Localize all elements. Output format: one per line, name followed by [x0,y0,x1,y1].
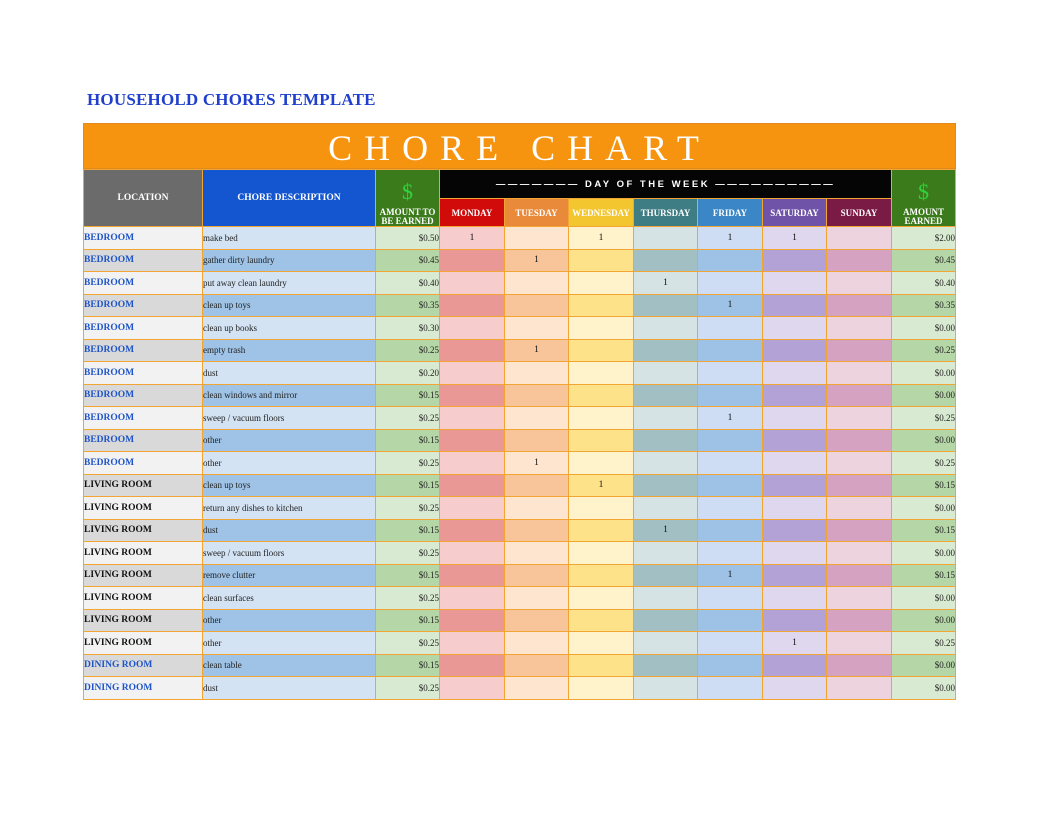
day-cell-friday[interactable] [698,249,763,272]
day-cell-saturday[interactable]: 1 [763,632,827,655]
day-cell-thursday[interactable]: 1 [634,272,698,295]
day-cell-wednesday[interactable] [569,654,634,677]
day-cell-monday[interactable] [440,384,505,407]
day-cell-wednesday[interactable] [569,452,634,475]
day-cell-thursday[interactable] [634,384,698,407]
day-cell-wednesday[interactable] [569,609,634,632]
day-cell-wednesday[interactable] [569,632,634,655]
chore-description-cell[interactable]: other [203,632,376,655]
amount-to-be-earned-cell[interactable]: $0.50 [376,227,440,250]
amount-to-be-earned-cell[interactable]: $0.15 [376,609,440,632]
day-cell-tuesday[interactable] [505,497,569,520]
chore-description-cell[interactable]: remove clutter [203,564,376,587]
chore-description-cell[interactable]: gather dirty laundry [203,249,376,272]
amount-earned-cell[interactable]: $0.00 [892,677,956,700]
day-cell-sunday[interactable] [827,564,892,587]
day-cell-sunday[interactable] [827,384,892,407]
day-cell-tuesday[interactable] [505,654,569,677]
day-cell-wednesday[interactable] [569,519,634,542]
day-cell-tuesday[interactable] [505,294,569,317]
amount-to-be-earned-cell[interactable]: $0.40 [376,272,440,295]
day-cell-wednesday[interactable] [569,317,634,340]
day-cell-thursday[interactable] [634,429,698,452]
day-cell-wednesday[interactable] [569,677,634,700]
day-cell-saturday[interactable] [763,654,827,677]
day-cell-sunday[interactable] [827,654,892,677]
table-row [84,227,956,250]
day-cell-thursday[interactable] [634,677,698,700]
chore-description-cell[interactable]: return any dishes to kitchen [203,497,376,520]
day-cell-wednesday[interactable] [569,339,634,362]
day-cell-monday[interactable] [440,452,505,475]
day-cell-friday[interactable]: 1 [698,407,763,430]
day-cell-tuesday[interactable] [505,564,569,587]
day-cell-saturday[interactable] [763,519,827,542]
day-cell-thursday[interactable] [634,317,698,340]
location-cell[interactable]: BEDROOM [84,272,203,295]
location-cell[interactable]: BEDROOM [84,362,203,385]
chore-description-cell[interactable]: clean windows and mirror [203,384,376,407]
table-row [84,272,956,295]
amount-earned-cell[interactable]: $0.00 [892,384,956,407]
amount-to-be-earned-cell[interactable]: $0.25 [376,497,440,520]
chore-description-cell[interactable]: dust [203,519,376,542]
location-cell[interactable]: BEDROOM [84,407,203,430]
day-cell-tuesday[interactable]: 1 [505,249,569,272]
day-cell-sunday[interactable] [827,362,892,385]
chore-description-cell[interactable]: clean up books [203,317,376,340]
amount-to-be-earned-cell[interactable]: $0.25 [376,452,440,475]
day-cell-friday[interactable] [698,317,763,340]
day-cell-sunday[interactable] [827,429,892,452]
day-cell-tuesday[interactable] [505,272,569,295]
amount-to-be-earned-cell[interactable]: $0.30 [376,317,440,340]
table-row [84,339,956,362]
day-cell-thursday[interactable] [634,227,698,250]
day-cell-saturday[interactable] [763,677,827,700]
day-cell-saturday[interactable] [763,362,827,385]
amount-to-be-earned-cell[interactable]: $0.45 [376,249,440,272]
chore-description-cell[interactable]: sweep / vacuum floors [203,542,376,565]
day-cell-tuesday[interactable] [505,587,569,610]
location-cell[interactable]: DINING ROOM [84,677,203,700]
location-cell[interactable]: BEDROOM [84,384,203,407]
table-row [84,249,956,272]
day-header-sunday[interactable]: SUNDAY [827,199,892,227]
day-header-saturday[interactable]: SATURDAY [763,199,827,227]
day-cell-saturday[interactable] [763,294,827,317]
day-cell-thursday[interactable] [634,497,698,520]
day-cell-wednesday[interactable] [569,497,634,520]
table-row [84,609,956,632]
amount-earned-cell[interactable]: $0.00 [892,654,956,677]
day-cell-friday[interactable] [698,452,763,475]
day-cell-saturday[interactable] [763,452,827,475]
chore-description-cell[interactable]: clean up toys [203,474,376,497]
day-cell-sunday[interactable] [827,227,892,250]
table-row [84,317,956,340]
amount-earned-cell[interactable]: $0.00 [892,317,956,340]
location-cell[interactable]: LIVING ROOM [84,497,203,520]
day-cell-friday[interactable] [698,362,763,385]
day-cell-saturday[interactable] [763,542,827,565]
amount-earned-cell[interactable]: $2.00 [892,227,956,250]
day-cell-thursday[interactable] [634,407,698,430]
day-cell-friday[interactable] [698,384,763,407]
location-cell[interactable]: BEDROOM [84,227,203,250]
table-row [84,542,956,565]
amount-earned-cell[interactable]: $0.00 [892,362,956,385]
day-cell-monday[interactable] [440,272,505,295]
day-cell-sunday[interactable] [827,317,892,340]
day-cell-tuesday[interactable] [505,542,569,565]
day-cell-tuesday[interactable]: 1 [505,339,569,362]
amount-earned-cell[interactable]: $0.15 [892,519,956,542]
location-cell[interactable]: LIVING ROOM [84,632,203,655]
day-cell-tuesday[interactable] [505,407,569,430]
day-cell-thursday[interactable] [634,564,698,587]
day-cell-tuesday[interactable] [505,609,569,632]
location-cell[interactable]: LIVING ROOM [84,609,203,632]
amount-to-be-earned-cell[interactable]: $0.25 [376,407,440,430]
table-row [84,519,956,542]
day-cell-monday[interactable] [440,362,505,385]
day-cell-thursday[interactable] [634,362,698,385]
amount-earned-cell[interactable]: $0.45 [892,249,956,272]
day-cell-thursday[interactable] [634,474,698,497]
location-cell[interactable]: BEDROOM [84,339,203,362]
amount-to-be-earned-cell[interactable]: $0.25 [376,632,440,655]
amount-earned-cell[interactable]: $0.00 [892,587,956,610]
day-cell-monday[interactable] [440,542,505,565]
chart-banner: CHORE CHART [83,123,956,169]
table-row [84,587,956,610]
location-cell[interactable]: LIVING ROOM [84,542,203,565]
day-cell-monday[interactable] [440,654,505,677]
location-cell[interactable]: DINING ROOM [84,654,203,677]
day-cell-sunday[interactable] [827,407,892,430]
chore-description-header[interactable]: CHORE DESCRIPTION [203,170,376,227]
day-cell-tuesday[interactable] [505,317,569,340]
day-cell-friday[interactable] [698,542,763,565]
day-cell-sunday[interactable] [827,609,892,632]
day-header-friday[interactable]: FRIDAY [698,199,763,227]
day-cell-tuesday[interactable] [505,632,569,655]
location-cell[interactable]: BEDROOM [84,452,203,475]
day-cell-tuesday[interactable] [505,384,569,407]
chore-description-cell[interactable]: empty trash [203,339,376,362]
amount-earned-cell[interactable]: $0.15 [892,564,956,587]
amount-earned-cell[interactable]: $0.15 [892,474,956,497]
page-title: HOUSEHOLD CHORES TEMPLATE [87,90,376,109]
amount-to-be-earned-cell[interactable]: $0.25 [376,677,440,700]
dollar-icon: $ [918,179,930,204]
location-cell[interactable]: LIVING ROOM [84,474,203,497]
day-of-week-header[interactable]: ——————— DAY OF THE WEEK —————————— [440,170,892,199]
day-cell-wednesday[interactable]: 1 [569,474,634,497]
day-cell-wednesday[interactable] [569,429,634,452]
location-cell[interactable]: LIVING ROOM [84,587,203,610]
day-cell-wednesday[interactable] [569,272,634,295]
day-cell-wednesday[interactable] [569,384,634,407]
table-row [84,429,956,452]
day-cell-saturday[interactable]: 1 [763,227,827,250]
day-cell-wednesday[interactable] [569,587,634,610]
day-cell-wednesday[interactable] [569,564,634,587]
day-header-tuesday[interactable]: TUESDAY [505,199,569,227]
day-cell-sunday[interactable] [827,474,892,497]
location-cell[interactable]: BEDROOM [84,249,203,272]
day-cell-tuesday[interactable] [505,519,569,542]
location-header[interactable]: LOCATION [84,170,203,227]
day-cell-saturday[interactable] [763,609,827,632]
day-cell-monday[interactable] [440,587,505,610]
chore-description-cell[interactable]: sweep / vacuum floors [203,407,376,430]
day-cell-friday[interactable] [698,519,763,542]
day-cell-thursday[interactable] [634,587,698,610]
location-cell[interactable]: BEDROOM [84,294,203,317]
day-cell-friday[interactable] [698,587,763,610]
chore-chart-sheet [83,123,956,700]
day-cell-thursday[interactable] [634,339,698,362]
day-cell-sunday[interactable] [827,294,892,317]
day-cell-tuesday[interactable]: 1 [505,452,569,475]
day-cell-thursday[interactable]: 1 [634,519,698,542]
amount-earned-cell[interactable]: $0.25 [892,452,956,475]
table-row [84,564,956,587]
table-row [84,632,956,655]
day-cell-thursday[interactable] [634,249,698,272]
day-cell-sunday[interactable] [827,587,892,610]
table-row [84,294,956,317]
amount-to-be-earned-cell[interactable]: $0.15 [376,519,440,542]
day-cell-saturday[interactable] [763,384,827,407]
day-cell-sunday[interactable] [827,272,892,295]
amount-earned-cell[interactable]: $0.25 [892,339,956,362]
day-cell-sunday[interactable] [827,542,892,565]
day-cell-tuesday[interactable] [505,362,569,385]
day-cell-monday[interactable] [440,249,505,272]
day-cell-monday[interactable] [440,564,505,587]
amount-earned-cell[interactable]: $0.00 [892,542,956,565]
day-cell-thursday[interactable] [634,609,698,632]
day-cell-saturday[interactable] [763,497,827,520]
day-cell-sunday[interactable] [827,632,892,655]
day-cell-thursday[interactable] [634,632,698,655]
day-cell-saturday[interactable] [763,339,827,362]
amount-to-be-earned-cell[interactable]: $0.25 [376,339,440,362]
day-cell-saturday[interactable] [763,272,827,295]
amount-earned-cell[interactable]: $0.35 [892,294,956,317]
table-row [84,407,956,430]
amount-earned-header[interactable] [892,170,956,227]
day-cell-thursday[interactable] [634,294,698,317]
chore-description-cell[interactable]: clean up toys [203,294,376,317]
amount-to-be-earned-label: AMOUNT TO BE EARNED [379,207,436,226]
chore-description-cell[interactable]: clean table [203,654,376,677]
day-cell-monday[interactable] [440,519,505,542]
day-cell-friday[interactable] [698,339,763,362]
amount-earned-cell[interactable]: $0.00 [892,429,956,452]
day-header-thursday[interactable]: THURSDAY [634,199,698,227]
amount-earned-cell[interactable]: $0.00 [892,609,956,632]
day-cell-wednesday[interactable] [569,362,634,385]
amount-to-be-earned-cell[interactable]: $0.15 [376,384,440,407]
table-row [84,384,956,407]
day-cell-friday[interactable] [698,677,763,700]
day-cell-sunday[interactable] [827,339,892,362]
chore-description-cell[interactable]: dust [203,677,376,700]
day-cell-monday[interactable] [440,497,505,520]
table-row [84,474,956,497]
location-cell[interactable]: LIVING ROOM [84,564,203,587]
day-cell-monday[interactable] [440,294,505,317]
amount-earned-cell[interactable]: $0.00 [892,497,956,520]
chore-description-cell[interactable]: put away clean laundry [203,272,376,295]
day-cell-friday[interactable] [698,272,763,295]
amount-earned-cell[interactable]: $0.25 [892,632,956,655]
day-cell-friday[interactable] [698,654,763,677]
day-cell-monday[interactable] [440,677,505,700]
day-cell-monday[interactable] [440,474,505,497]
day-cell-monday[interactable] [440,632,505,655]
day-cell-wednesday[interactable] [569,542,634,565]
day-cell-sunday[interactable] [827,452,892,475]
day-cell-saturday[interactable] [763,474,827,497]
day-cell-monday[interactable] [440,317,505,340]
day-cell-wednesday[interactable] [569,294,634,317]
chore-description-cell[interactable]: dust [203,362,376,385]
day-cell-thursday[interactable] [634,452,698,475]
day-cell-tuesday[interactable] [505,677,569,700]
day-cell-saturday[interactable] [763,317,827,340]
day-cell-friday[interactable] [698,609,763,632]
location-cell[interactable]: LIVING ROOM [84,519,203,542]
amount-to-be-earned-cell[interactable]: $0.35 [376,294,440,317]
day-cell-sunday[interactable] [827,497,892,520]
day-cell-monday[interactable]: 1 [440,227,505,250]
day-cell-tuesday[interactable] [505,429,569,452]
day-header-wednesday[interactable]: WEDNESDAY [569,199,634,227]
day-cell-friday[interactable] [698,497,763,520]
day-cell-monday[interactable] [440,609,505,632]
day-cell-wednesday[interactable]: 1 [569,227,634,250]
amount-to-be-earned-cell[interactable]: $0.15 [376,474,440,497]
amount-to-be-earned-cell[interactable]: $0.15 [376,654,440,677]
amount-earned-label: AMOUNT EARNED [903,207,945,226]
day-cell-friday[interactable] [698,429,763,452]
day-cell-sunday[interactable] [827,249,892,272]
day-cell-monday[interactable] [440,339,505,362]
table-row [84,654,956,677]
day-cell-wednesday[interactable] [569,249,634,272]
day-cell-friday[interactable]: 1 [698,564,763,587]
chore-description-cell[interactable]: make bed [203,227,376,250]
day-cell-wednesday[interactable] [569,407,634,430]
day-cell-tuesday[interactable] [505,227,569,250]
chore-description-cell[interactable]: other [203,429,376,452]
table-row [84,497,956,520]
chore-description-cell[interactable]: other [203,609,376,632]
day-cell-friday[interactable]: 1 [698,294,763,317]
day-cell-saturday[interactable] [763,429,827,452]
location-cell[interactable]: BEDROOM [84,429,203,452]
day-cell-saturday[interactable] [763,587,827,610]
day-cell-friday[interactable] [698,474,763,497]
day-cell-tuesday[interactable] [505,474,569,497]
table-row [84,677,956,700]
amount-to-be-earned-cell[interactable]: $0.25 [376,542,440,565]
amount-to-be-earned-cell[interactable]: $0.25 [376,587,440,610]
day-cell-friday[interactable]: 1 [698,227,763,250]
day-cell-monday[interactable] [440,429,505,452]
amount-to-be-earned-cell[interactable]: $0.15 [376,429,440,452]
day-header-monday[interactable]: MONDAY [440,199,505,227]
chore-description-cell[interactable]: other [203,452,376,475]
day-cell-monday[interactable] [440,407,505,430]
amount-to-be-earned-cell[interactable]: $0.15 [376,564,440,587]
amount-earned-cell[interactable]: $0.40 [892,272,956,295]
day-cell-thursday[interactable] [634,654,698,677]
location-cell[interactable]: BEDROOM [84,317,203,340]
chore-description-cell[interactable]: clean surfaces [203,587,376,610]
table-row [84,362,956,385]
table-row [84,452,956,475]
day-cell-saturday[interactable] [763,564,827,587]
day-cell-saturday[interactable] [763,249,827,272]
day-cell-thursday[interactable] [634,542,698,565]
day-cell-saturday[interactable] [763,407,827,430]
amount-earned-cell[interactable]: $0.25 [892,407,956,430]
day-cell-sunday[interactable] [827,519,892,542]
amount-to-be-earned-cell[interactable]: $0.20 [376,362,440,385]
day-cell-friday[interactable] [698,632,763,655]
chore-table [83,169,956,700]
amount-to-be-earned-header[interactable] [376,170,440,227]
dollar-icon: $ [402,179,413,204]
day-cell-sunday[interactable] [827,677,892,700]
